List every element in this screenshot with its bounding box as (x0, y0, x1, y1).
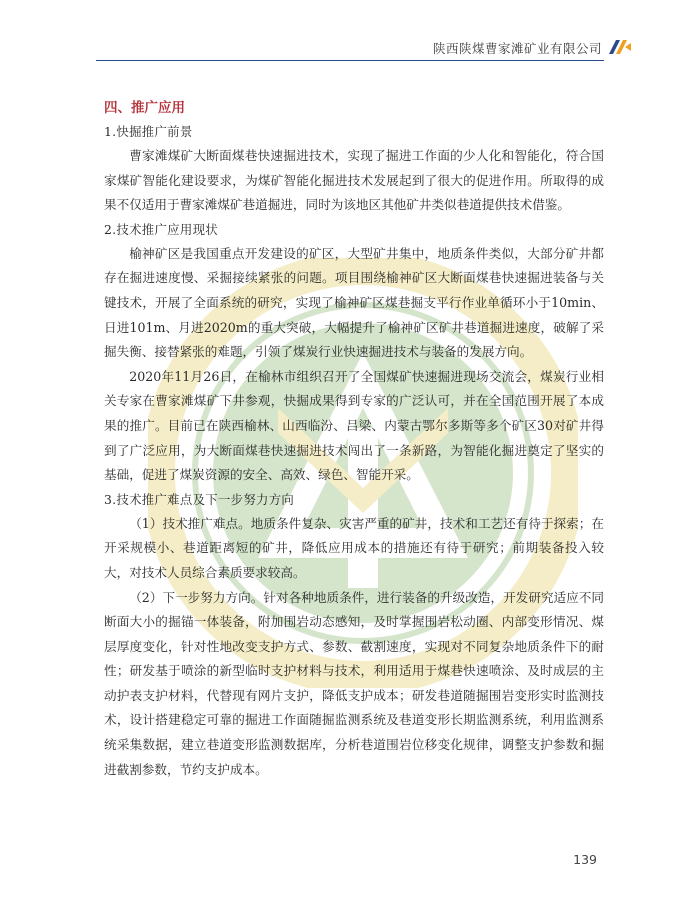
page-number: 139 (573, 852, 597, 867)
document-body (104, 98, 604, 782)
paragraph: 2020年11月26日，在榆林市组织召开了全国煤矿快速掘进现场交流会，煤炭行业相关专家在曹家滩煤矿下井参观，快掘成果得到专家的广泛认可，并在全国范围开展了本成果的推广。目前已在陕西榆林、山西临汾、吕梁、内蒙古鄂尔多斯等多个矿区30对矿井得到了广泛应用，为大断面煤巷快速掘进技术闯出了一条新路，为智能化掘进奠定了坚实的基础，促进了煤炭资源的安全、高效、绿色、智能开采。 (104, 368, 604, 483)
subsection-title: 1.快掘推广前景 (104, 124, 193, 139)
header-divider (96, 60, 604, 61)
company-logo-icon (607, 38, 633, 56)
paragraph: 榆神矿区是我国重点开发建设的矿区，大型矿井集中，地质条件类似，大部分矿井都存在掘进速度慢、采掘接续紧张的问题。项目围绕榆神矿区大断面煤巷快速掘进装备与关键技术，开展了全面系统的研究，实现了榆神矿区煤巷掘支平行作业单循环小于10min、日进101m、月进2020m的重大突破，大幅提升了榆神矿区矿井巷道掘进速度，破解了采掘失衡、接替紧张的难题，引领了煤炭行业快速掘进技术与装备的发展方向。 (104, 245, 604, 360)
subsection-title: 3.技术推广难点及下一步努力方向 (104, 491, 295, 507)
subsection-title: 2.技术推广应用现状 (104, 221, 218, 237)
section-title: 四、推广应用 (104, 100, 185, 116)
paragraph: 曹家滩煤矿大断面煤巷快速掘进技术，实现了掘进工作面的少人化和智能化，符合国家煤矿智能化建设要求，为煤矿智能化掘进技术发展起到了很大的促进作用。所取得的成果不仅适用于曹家滩煤矿巷道掘进，同时为该地区其他矿井类似巷道提供技术借鉴。 (104, 148, 604, 213)
paragraph: （2）下一步努力方向。针对各种地质条件，进行装备的升级改造，开发研究适应不同断面大小的掘锚一体装备，附加围岩动态感知，及时掌握围岩松动圈、内部变形情况、煤层厚度变化，针对性地改变支护方式、参数、截割速度，实现对不同复杂地质条件下的耐性；研发基于喷涂的新型临时支护材料与技术，利用适用于煤巷快速喷涂、及时成层的主动护表支护材料，代替现有网片支护，降低支护成本；研发巷道随掘围岩变形实时监测技术，设计搭建稳定可靠的掘进工作面随掘监测系统及巷道变形长期监测系统，利用监测系统采集数据，建立巷道变形监测数据库，分析巷道围岩位移变化规律，调整支护参数和掘进截割参数，节约支护成本。 (104, 589, 604, 777)
paragraph: （1）技术推广难点。地质条件复杂、灾害严重的矿井，技术和工艺还有待于探索；在开采规模小、巷道距离短的矿井，降低应用成本的措施还有待于研究；前期装备投入较大，对技术人员综合素质要求较高。 (104, 515, 604, 580)
header-company-name: 陕西陕煤曹家滩矿业有限公司 (432, 41, 602, 56)
